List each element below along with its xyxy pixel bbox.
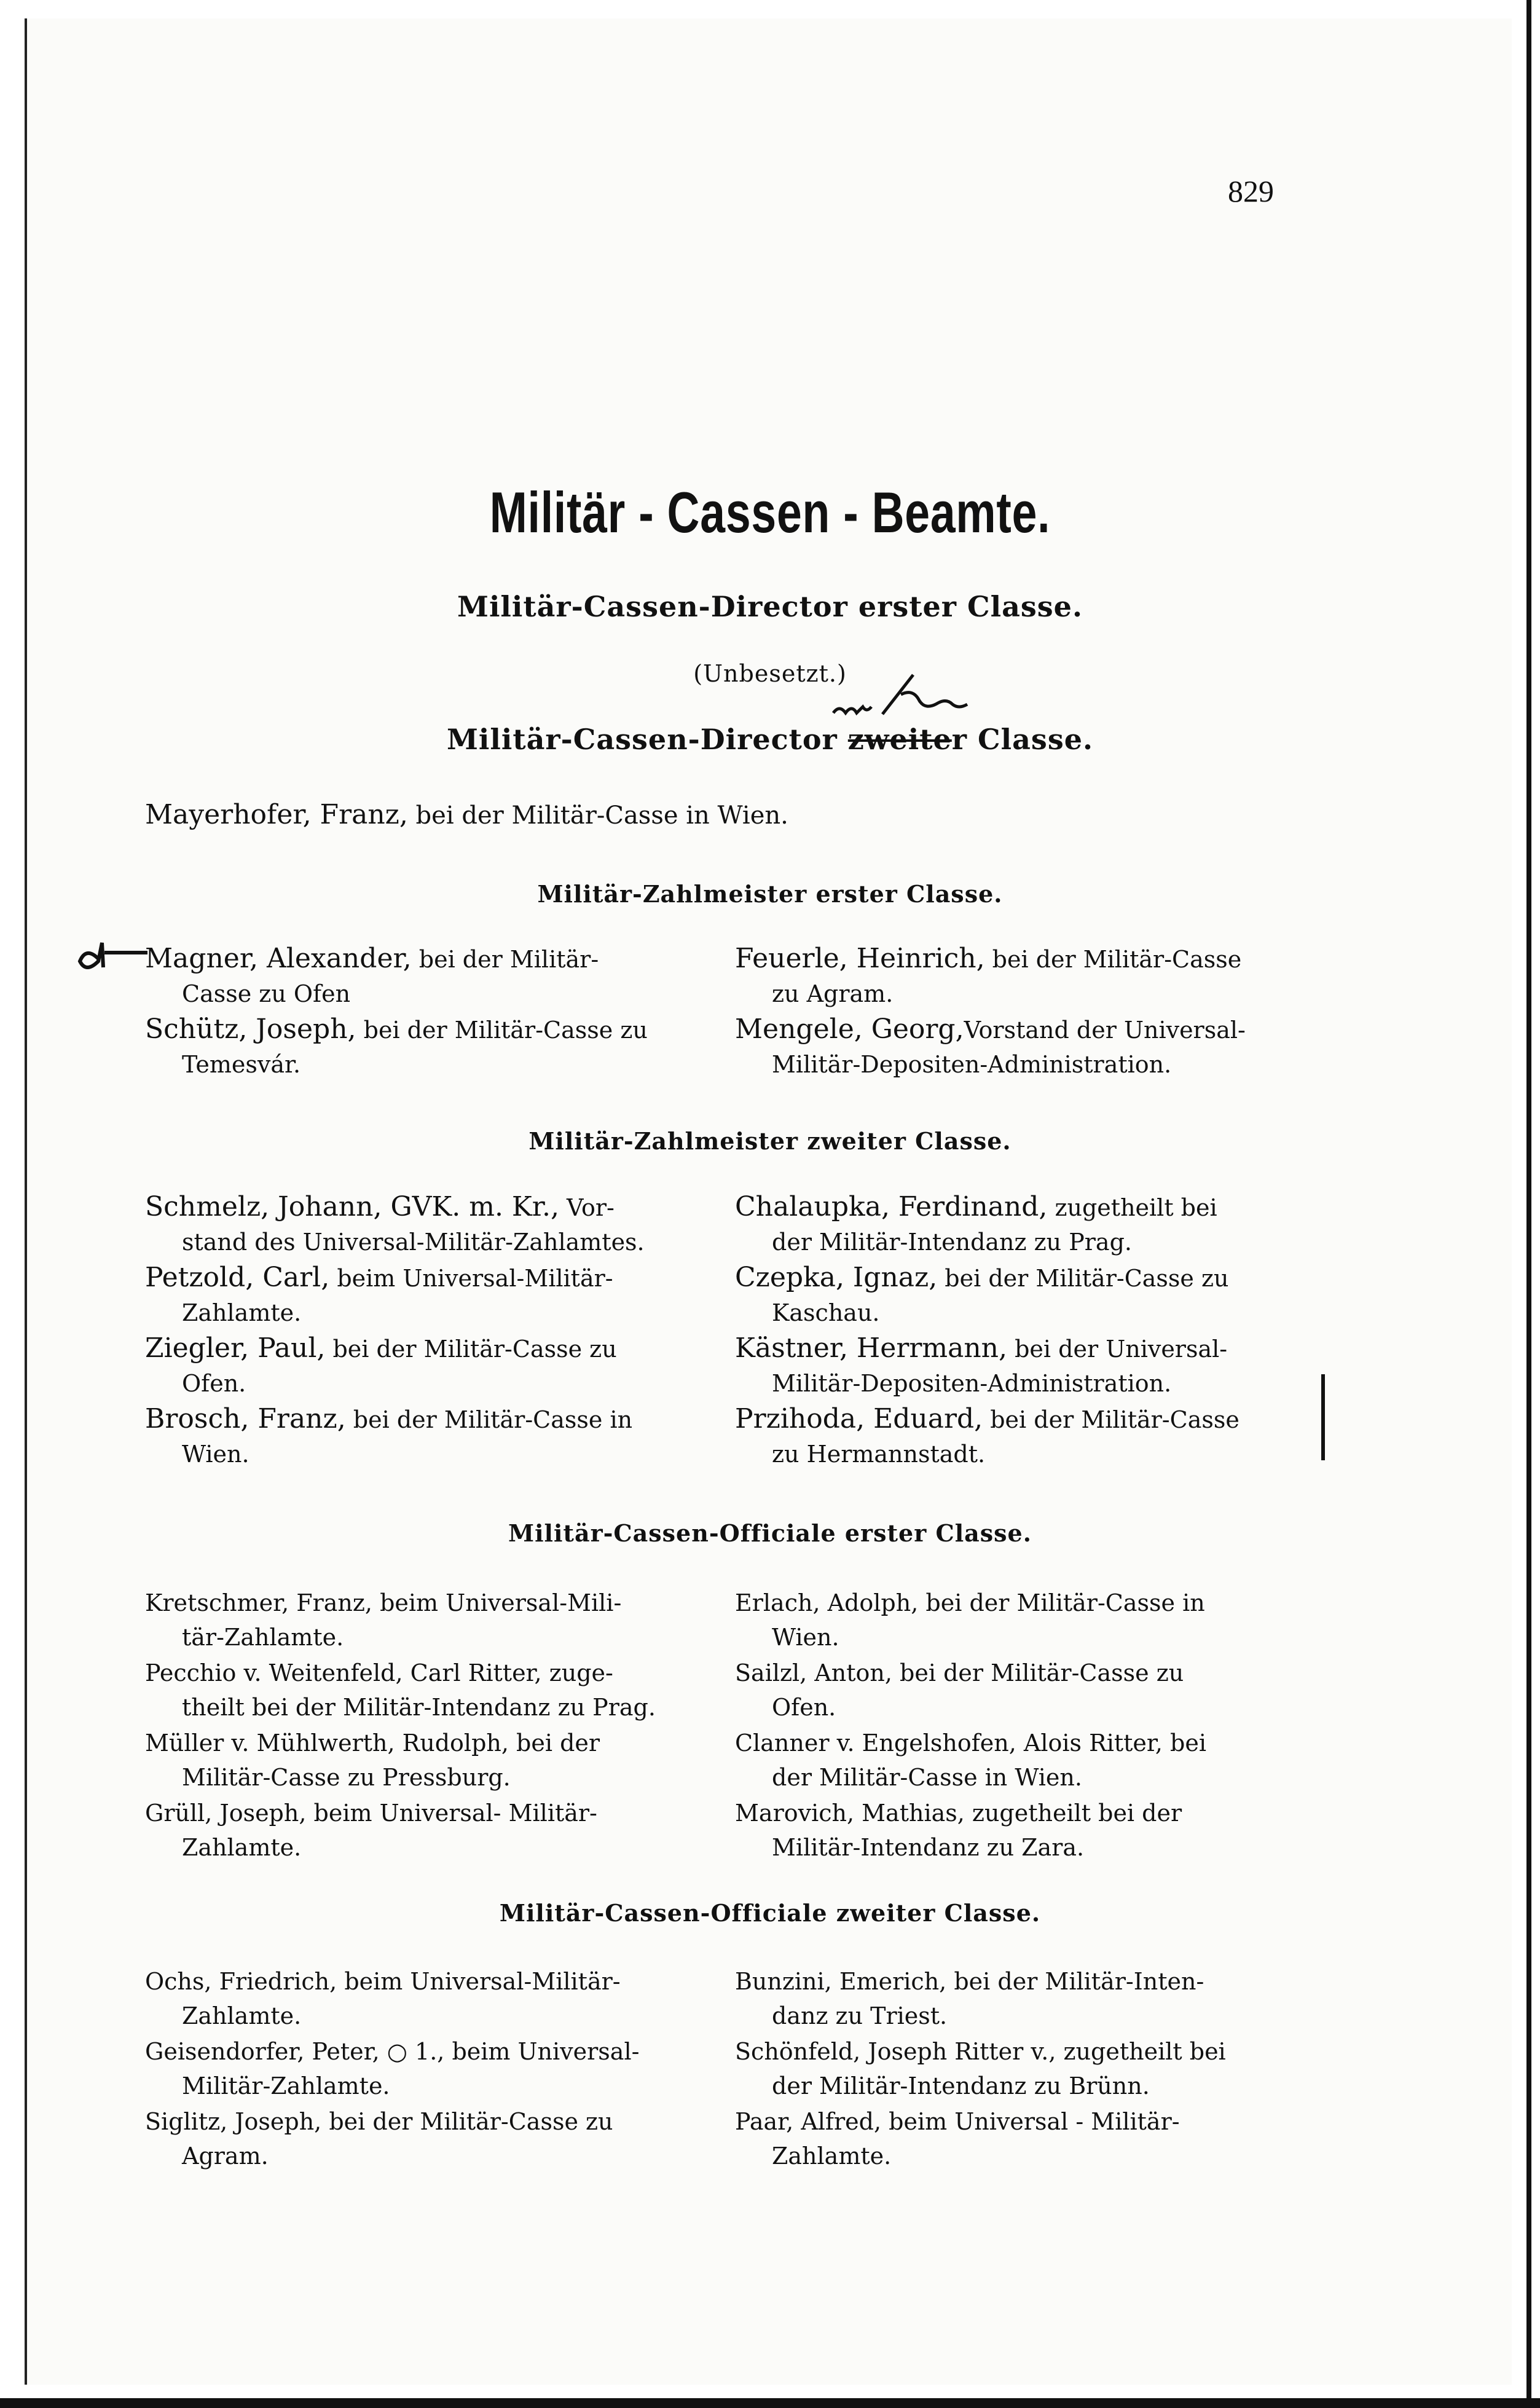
column-right [735, 1190, 1294, 1473]
page-number: 829 [1228, 174, 1274, 208]
list-item: Schmelz, Johann, GVK. m. Kr., Vor- stand des Universal-Militär-Zahlamtes. [145, 1191, 645, 1256]
list-item: Schönfeld, Joseph Ritter v., zugetheilt bei der Militär-Intendanz zu Brünn. [735, 2038, 1226, 2099]
section-heading-director-second [0, 723, 1540, 756]
list-item: Sailzl, Anton, bei der Militär-Casse zu Ofen. [735, 1659, 1184, 1721]
section-heading-officials-first: Militär-Cassen-Officiale erster Classe. [508, 1519, 1032, 1547]
list-item: Paar, Alfred, beim Universal - Militär- Zahlamte. [735, 2108, 1180, 2170]
list-item: Magner, Alexander, bei der Militär- Casse zu Ofen [145, 943, 599, 1007]
column-left [145, 942, 704, 1083]
main-title: Militär - Cassen - Beamte. [489, 480, 1051, 545]
section-heading-director-first: Militär-Cassen-Director erster Classe. [457, 590, 1083, 623]
list-item: Mengele, Georg,Vorstand der Universal- Militär-Depositen-Administration. [735, 1013, 1246, 1078]
list-item: Bunzini, Emerich, bei der Militär-Inten- danz zu Triest. [735, 1968, 1204, 2029]
struck-word: zweite [847, 723, 952, 756]
list-item: Siglitz, Joseph, bei der Militär-Casse zu Agram. [145, 2108, 613, 2170]
handwritten-a-mark [74, 934, 154, 971]
list-item: Chalaupka, Ferdinand, zugetheilt bei der Militär-Intendanz zu Prag. [735, 1191, 1217, 1256]
list-item: Mayerhofer, Franz, bei der Militär-Casse in Wien. [145, 799, 788, 830]
list-item: Müller v. Mühlwerth, Rudolph, bei der Militär-Casse zu Pressburg. [145, 1729, 600, 1791]
margin-line-mark [1321, 1374, 1325, 1460]
column-right [735, 942, 1294, 1083]
column-right [735, 1964, 1294, 2174]
column-right [735, 1586, 1294, 1866]
column-left [145, 1190, 704, 1473]
column-left [145, 1964, 704, 2174]
list-item: Kästner, Herrmann, bei der Universal- Militär-Depositen-Administration. [735, 1332, 1228, 1397]
list-item: Geisendorfer, Peter, ○ 1., beim Universal- Militär-Zahlamte. [145, 2038, 640, 2099]
list-item: Erlach, Adolph, bei der Militär-Casse in Wien. [735, 1589, 1205, 1651]
list-item: Brosch, Franz, bei der Militär-Casse in Wien. [145, 1403, 633, 1468]
section-heading-paymaster-second: Militär-Zahlmeister zweiter Classe. [528, 1127, 1012, 1155]
vacant-note: (Unbesetzt.) [693, 660, 847, 687]
list-item: Ochs, Friedrich, beim Universal-Militär- Zahlamte. [145, 1968, 621, 2029]
heading-prefix: Militär-Cassen-Director [447, 723, 848, 756]
list-item: Feuerle, Heinrich, bei der Militär-Casse zu Agram. [735, 943, 1242, 1007]
list-item: Marovich, Mathias, zugetheilt bei der Militär-Intendanz zu Zara. [735, 1800, 1182, 1861]
column-left [145, 1586, 704, 1866]
scan-border-right [1526, 0, 1531, 2408]
list-item: Grüll, Joseph, beim Universal- Militär- Zahlamte. [145, 1800, 597, 1861]
heading-suffix: r Classe. [951, 723, 1093, 756]
list-item: Petzold, Carl, beim Universal-Militär- Zahlamte. [145, 1262, 613, 1326]
section-heading-paymaster-first: Militär-Zahlmeister erster Classe. [537, 880, 1003, 908]
list-item: Pecchio v. Weitenfeld, Carl Ritter, zuge- theilt bei der Militär-Intendanz zu Prag. [145, 1659, 656, 1721]
list-item: Clanner v. Engelshofen, Alois Ritter, bei der Militär-Casse in Wien. [735, 1729, 1207, 1791]
handwritten-correction-mark [827, 670, 975, 725]
list-item: Ziegler, Paul, bei der Militär-Casse zu Ofen. [145, 1332, 617, 1397]
list-item: Kretschmer, Franz, beim Universal-Mili- tär-Zahlamte. [145, 1589, 622, 1651]
list-item: Schütz, Joseph, bei der Militär-Casse zu Temesvár. [145, 1013, 648, 1078]
scan-border-bottom [0, 2398, 1540, 2408]
list-item: Czepka, Ignaz, bei der Militär-Casse zu Kaschau. [735, 1262, 1229, 1326]
section-heading-officials-second: Militär-Cassen-Officiale zweiter Classe. [499, 1899, 1041, 1927]
list-item: Przihoda, Eduard, bei der Militär-Casse zu Hermannstadt. [735, 1403, 1239, 1468]
